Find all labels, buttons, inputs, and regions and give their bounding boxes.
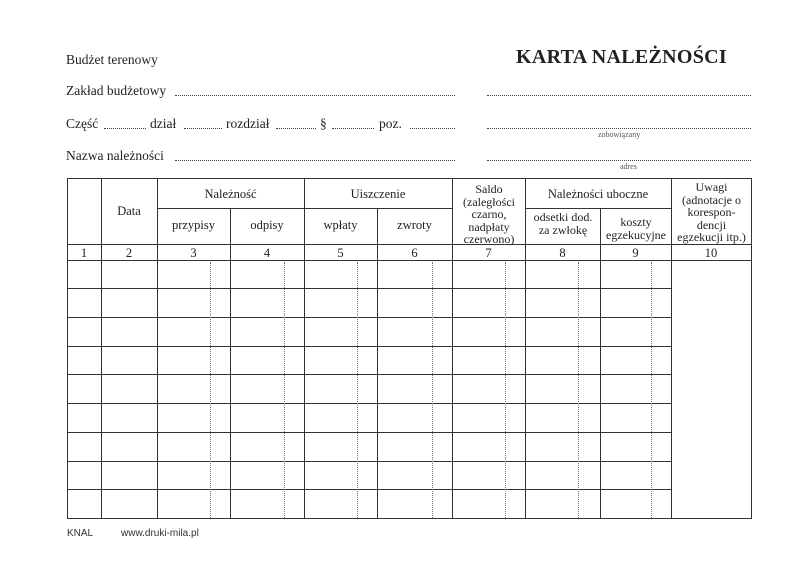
grosze-separator xyxy=(284,262,285,518)
budget-label: Budżet terenowy xyxy=(66,52,158,67)
table-border-bottom xyxy=(67,518,751,519)
subchapter-label: rozdział xyxy=(226,116,270,131)
grosze-separator xyxy=(432,262,433,518)
col-header-naleznosc: Należność xyxy=(204,187,257,201)
address-field[interactable] xyxy=(487,160,751,161)
part-field[interactable] xyxy=(104,128,146,129)
page-title: KARTA NALEŻNOŚCI xyxy=(516,46,727,68)
col-header-koszty: koszty egzekucyjne xyxy=(606,215,666,242)
col-line-7 xyxy=(525,178,526,519)
table-border-top xyxy=(67,178,751,179)
col-header-odsetki: odsetki dod. za zwłokę xyxy=(533,210,593,237)
name-field[interactable] xyxy=(175,160,455,161)
col-number: 9 xyxy=(632,246,639,260)
paragraph-label: § xyxy=(320,116,327,131)
col-number: 5 xyxy=(337,246,344,260)
col-number: 10 xyxy=(704,246,718,260)
publisher-url: www.druki-mila.pl xyxy=(121,528,199,539)
col-number: 3 xyxy=(190,246,197,260)
col-number: 8 xyxy=(559,246,566,260)
paragraph-field[interactable] xyxy=(332,128,374,129)
col-line-1 xyxy=(101,178,102,519)
subchapter-field[interactable] xyxy=(276,128,316,129)
position-field[interactable] xyxy=(410,128,455,129)
obligor-name-field[interactable] xyxy=(487,95,751,96)
unit-field[interactable] xyxy=(175,95,455,96)
col-number: 6 xyxy=(411,246,418,260)
col-header-saldo: Saldo (zaległości czarno, nadpłaty czerwono) xyxy=(463,182,515,247)
obligor-field[interactable] xyxy=(487,128,751,129)
col-header-uwagi: Uwagi (adnotacje o korespon-dencji egzekucji itp.) xyxy=(677,180,746,245)
col-header-uiszczenie: Uiszczenie xyxy=(350,187,406,201)
col-header-przypisy: przypisy xyxy=(171,218,216,232)
col-header-wplaty: wpłaty xyxy=(323,218,358,232)
grosze-separator xyxy=(357,262,358,518)
col-header-odpisy: odpisy xyxy=(250,218,284,232)
col-line-9 xyxy=(671,178,672,519)
position-label: poz. xyxy=(379,116,402,131)
grosze-separator xyxy=(578,262,579,518)
name-label: Nazwa należności xyxy=(66,148,164,163)
unit-label: Zakład budżetowy xyxy=(66,83,167,98)
col-line-0 xyxy=(67,178,68,519)
grosze-separator xyxy=(651,262,652,518)
col-number: 1 xyxy=(80,246,88,260)
subheader-line-right xyxy=(525,208,671,209)
col-line-10 xyxy=(751,178,752,519)
col-number: 2 xyxy=(125,246,133,260)
col-header-data: Data xyxy=(117,204,141,218)
col-number: 7 xyxy=(485,246,492,260)
form-code: KNAL xyxy=(67,528,94,539)
grosze-separator xyxy=(505,262,506,518)
chapter-label: dział xyxy=(150,116,177,131)
address-caption: adres xyxy=(620,162,637,171)
part-label: Część xyxy=(66,116,99,131)
col-number: 4 xyxy=(263,246,271,260)
obligor-caption: zobowiązany xyxy=(598,130,641,139)
col-header-uboczne: Należności uboczne xyxy=(547,187,649,201)
col-line-6 xyxy=(452,178,453,519)
col-header-zwroty: zwroty xyxy=(397,218,432,232)
chapter-field[interactable] xyxy=(184,128,222,129)
grosze-separator xyxy=(210,262,211,518)
